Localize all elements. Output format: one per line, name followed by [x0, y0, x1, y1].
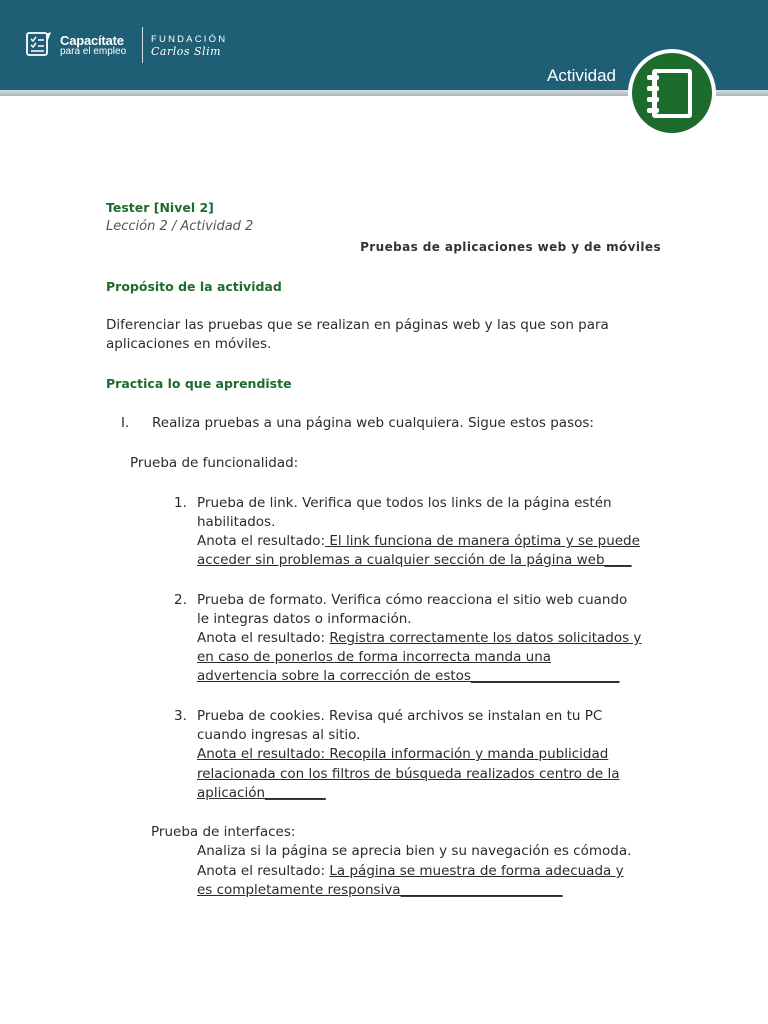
- step2-result-line2: en caso de ponerlos de forma incorrecta manda una: [197, 649, 552, 665]
- purpose-text-line2: aplicaciones en móviles.: [106, 336, 272, 352]
- result-answer: La página se muestra de forma adecuada y: [329, 863, 624, 879]
- step2-result-line3: advertencia sobre la corrección de estos______________________: [197, 668, 620, 684]
- interfaces-result: [197, 862, 624, 881]
- step1-result-line2: acceder sin problemas a cualquier sección de la página web____: [197, 552, 632, 568]
- interfaces-heading: Prueba de interfaces:: [151, 824, 296, 840]
- step1-result: [197, 532, 640, 551]
- interfaces-line1: Analiza si la página se aprecia bien y su navegación es cómoda.: [197, 843, 632, 859]
- result-answer: El link funciona de manera óptima y se puede: [325, 533, 640, 549]
- brand-name: Capacítate: [60, 33, 124, 48]
- interfaces-result-line2: es completamente responsiva________________________: [197, 882, 563, 898]
- step3-result-line3: aplicación_________: [197, 785, 326, 801]
- step2-line1: Prueba de formato. Verifica cómo reacciona el sitio web cuando: [197, 592, 628, 608]
- result-label: Anota el resultado:: [197, 533, 326, 549]
- brand-subtitle: para el empleo: [60, 46, 127, 57]
- step-number: 2.: [174, 592, 187, 608]
- purpose-text-line1: Diferenciar las pruebas que se realizan en páginas web y las que son para: [106, 317, 609, 333]
- functionality-heading: Prueba de funcionalidad:: [130, 455, 299, 471]
- step3-result-line2: relacionada con los filtros de búsqueda realizados centro de la: [197, 766, 620, 782]
- list-item-number: I.: [121, 415, 130, 431]
- practice-heading: Practica lo que aprendiste: [106, 376, 292, 391]
- list-item-text: Realiza pruebas a una página web cualquiera. Sigue estos pasos:: [152, 415, 594, 431]
- result-label: Anota el resultado:: [197, 630, 330, 646]
- result-label: Anota el resultado:: [197, 863, 330, 879]
- step-number: 3.: [174, 708, 187, 724]
- lesson-label: Lección 2 / Actividad 2: [106, 219, 254, 234]
- result-answer: Registra correctamente los datos solicitados y: [329, 630, 642, 646]
- step1-line1: Prueba de link. Verifica que todos los links de la página estén: [197, 495, 612, 511]
- course-title: Tester [Nivel 2]: [106, 200, 214, 215]
- step3-line2: cuando ingresas al sitio.: [197, 727, 361, 743]
- purpose-heading: Propósito de la actividad: [106, 279, 282, 294]
- document-subtitle: Pruebas de aplicaciones web y de móviles: [360, 240, 661, 254]
- step3-result-line1: Anota el resultado: Recopila información y manda publicidad: [197, 746, 609, 762]
- step1-line2: habilitados.: [197, 514, 276, 530]
- foundation-label: FUNDACIÓN: [151, 34, 228, 45]
- step2-result: [197, 629, 641, 648]
- step2-line2: le integras datos o información.: [197, 611, 412, 627]
- step3-line1: Prueba de cookies. Revisa qué archivos se instalan en tu PC: [197, 708, 603, 724]
- activity-label: Actividad: [547, 66, 616, 85]
- foundation-signature: Carlos Slim: [151, 45, 222, 58]
- step-number: 1.: [174, 495, 187, 511]
